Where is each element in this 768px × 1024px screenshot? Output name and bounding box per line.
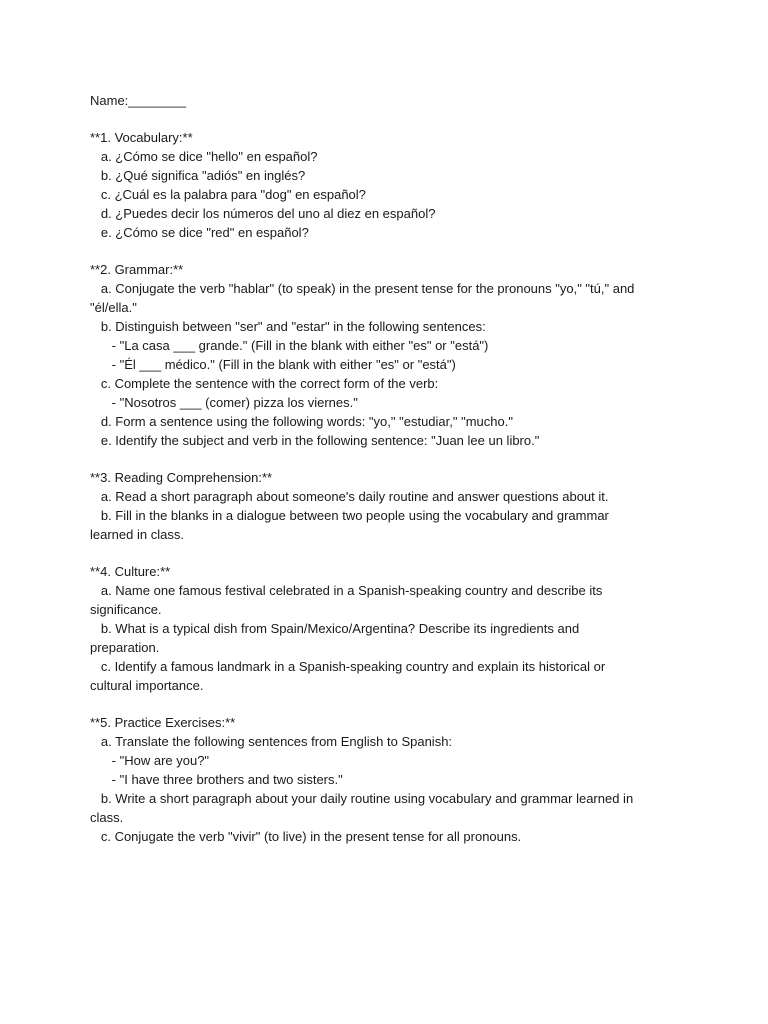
question-line: preparation. [90,640,160,655]
question-line: class. [90,810,124,825]
worksheet-body [90,91,680,846]
question-line: a. Conjugate the verb "hablar" (to speak) in the present tense for the pronouns "yo," "tú," and [90,281,635,296]
section [90,260,680,468]
question-line: b. Distinguish between "ser" and "estar" in the following sentences: [90,319,486,334]
name-line: Name:________ [90,93,187,108]
spacer [90,695,680,713]
question-line: a. Read a short paragraph about someone's daily routine and answer questions about it. [90,489,609,504]
section [90,128,680,260]
section-heading: **5. Practice Exercises:** [90,715,236,730]
question-line: e. Identify the subject and verb in the following sentence: "Juan lee un libro." [90,433,540,448]
section [90,713,680,846]
spacer [90,450,680,468]
question-line: c. ¿Cuál es la palabra para "dog" en español? [90,187,366,202]
question-line: c. Conjugate the verb "vivir" (to live) in the present tense for all pronouns. [90,829,522,844]
question-line: d. Form a sentence using the following words: "yo," "estudiar," "mucho." [90,414,513,429]
spacer [90,242,680,260]
question-line: cultural importance. [90,678,204,693]
section-heading: **3. Reading Comprehension:** [90,470,273,485]
question-line: b. What is a typical dish from Spain/Mexico/Argentina? Describe its ingredients and [90,621,580,636]
question-line: b. ¿Qué significa "adiós" en inglés? [90,168,306,183]
section [90,562,680,713]
question-line: d. ¿Puedes decir los números del uno al diez en español? [90,206,436,221]
question-line: a. Translate the following sentences from English to Spanish: [90,734,453,749]
question-line: c. Complete the sentence with the correct form of the verb: [90,376,439,391]
spacer [90,544,680,562]
question-line: b. Fill in the blanks in a dialogue between two people using the vocabulary and grammar [90,508,609,523]
question-line: - "How are you?" [90,753,210,768]
section-heading: **4. Culture:** [90,564,171,579]
question-line: e. ¿Cómo se dice "red" en español? [90,225,309,240]
question-line: c. Identify a famous landmark in a Spanish-speaking country and explain its historical or [90,659,606,674]
section-heading: **1. Vocabulary:** [90,130,193,145]
question-line: learned in class. [90,527,184,542]
question-line: - "La casa ___ grande." (Fill in the blank with either "es" or "está") [90,338,489,353]
question-line: "él/ella." [90,300,137,315]
question-line: significance. [90,602,162,617]
question-line: - "I have three brothers and two sisters." [90,772,343,787]
question-line: a. Name one famous festival celebrated in a Spanish-speaking country and describe its [90,583,603,598]
section-heading: **2. Grammar:** [90,262,184,277]
sections-container [90,128,680,846]
question-line: - "Él ___ médico." (Fill in the blank with either "es" or "está") [90,357,456,372]
question-line: - "Nosotros ___ (comer) pizza los viernes." [90,395,358,410]
question-line: b. Write a short paragraph about your daily routine using vocabulary and grammar learned in [90,791,634,806]
spacer [90,110,680,128]
section [90,468,680,562]
question-line: a. ¿Cómo se dice "hello" en español? [90,149,318,164]
